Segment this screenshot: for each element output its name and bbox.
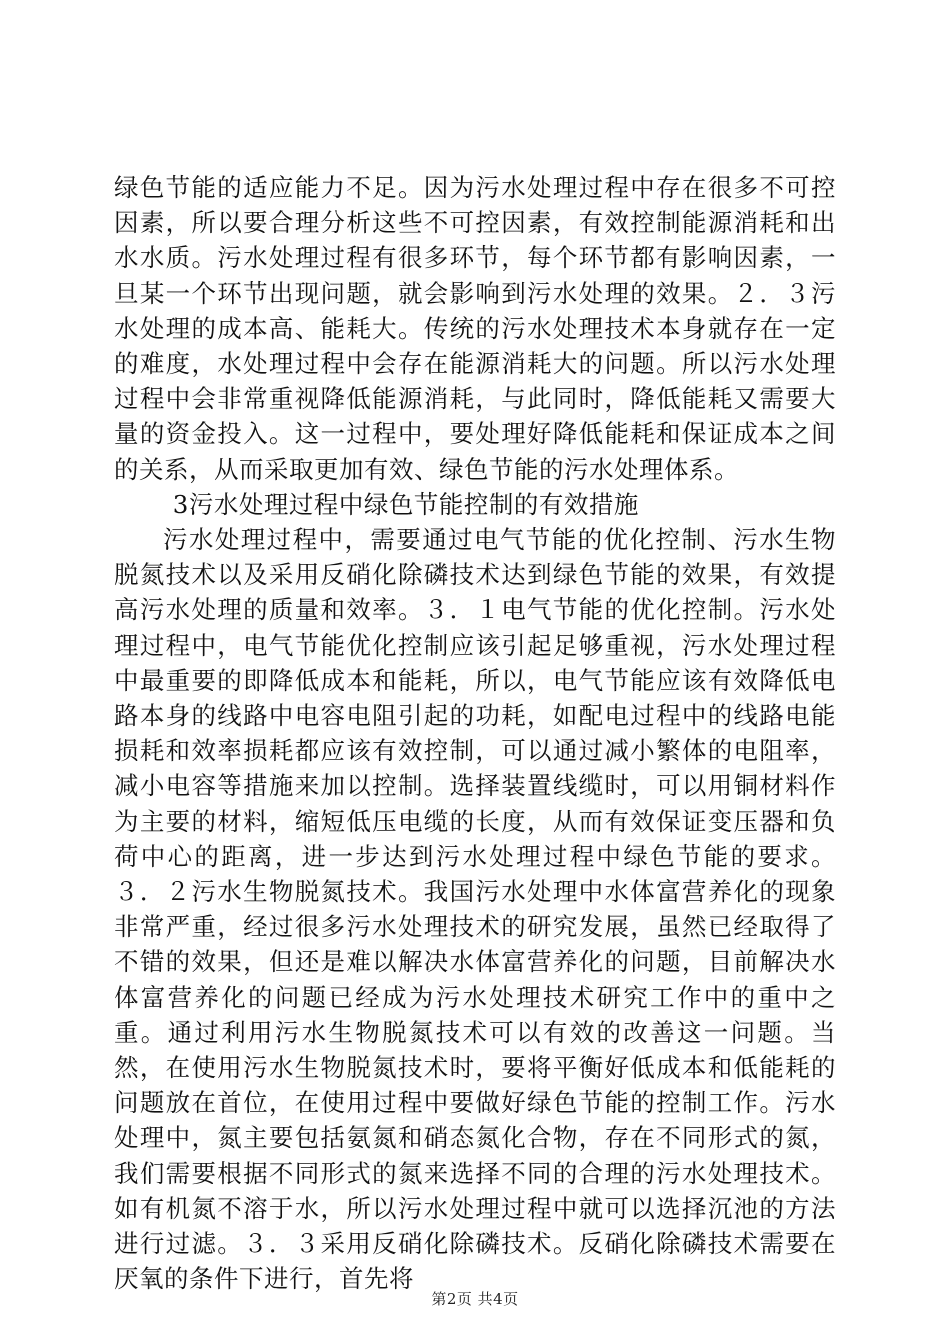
paragraph-continued: 绿色节能的适应能力不足。因为污水处理过程中存在很多不可控因素，所以要合理分析这些不可控因素，有效控制能源消耗和出水水质。污水处理过程有很多环节，每个环节都有影响因素，一旦某一个环节出现问题，就会影响到污水处理的效果。２．３污水处理的成本高、能耗大。传统的污水处理技术本身就存在一定的难度，水处理过程中会存在能源消耗大的问题。所以污水处理过程中会非常重视降低能源消耗，与此同时，降低能耗又需要大量的资金投入。这一过程中，要处理好降低能耗和保证成本之间的关系，从而采取更加有效、绿色节能的污水处理体系。 — [114, 173, 836, 484]
paragraph-measures: 污水处理过程中，需要通过电气节能的优化控制、污水生物脱氮技术以及采用反硝化除磷技术达到绿色节能的效果，有效提高污水处理的质量和效率。３．１电气节能的优化控制。污水处理过程中，电气节能优化控制应该引起足够重视，污水处理过程中最重要的即降低成本和能耗，所以，电气节能应该有效降低电路本身的线路中电容电阻引起的功耗，如配电过程中的线路电能损耗和效率损耗都应该有效控制，可以通过减小繁体的电阻率，减小电容等措施来加以控制。选择装置线缆时，可以用铜材料作为主要的材料，缩短低压电缆的长度，从而有效保证变压器和负荷中心的距离，进一步达到污水处理过程中绿色节能的要求。３．２污水生物脱氮技术。我国污水处理中水体富营养化的现象非常严重，经过很多污水处理技术的研究发展，虽然已经取得了不错的效果，但还是难以解决水体富营养化的问题，目前解决水体富营养化的问题已经成为污水处理技术研究工作中的重中之重。通过利用污水生物脱氮技术可以有效的改善这一问题。当然，在使用污水生物脱氮技术时，要将平衡好低成本和低能耗的问题放在首位，在使用过程中要做好绿色节能的控制工作。污水处理中，氮主要包括氨氮和硝态氮化合物，存在不同形式的氮，我们需要根据不同形式的氮来选择不同的合理的污水处理技术。如有机氮不溶于水，所以污水处理过程中就可以选择沉池的方法进行过滤。３．３采用反硝化除磷技术。反硝化除磷技术需要在厌氧的条件下进行，首先将 — [114, 525, 836, 1294]
document-body — [114, 170, 836, 1297]
section-heading: 3污水处理过程中绿色节能控制的有效措施 — [172, 489, 639, 519]
page-footer: 第2页 共4页 — [431, 1290, 519, 1308]
